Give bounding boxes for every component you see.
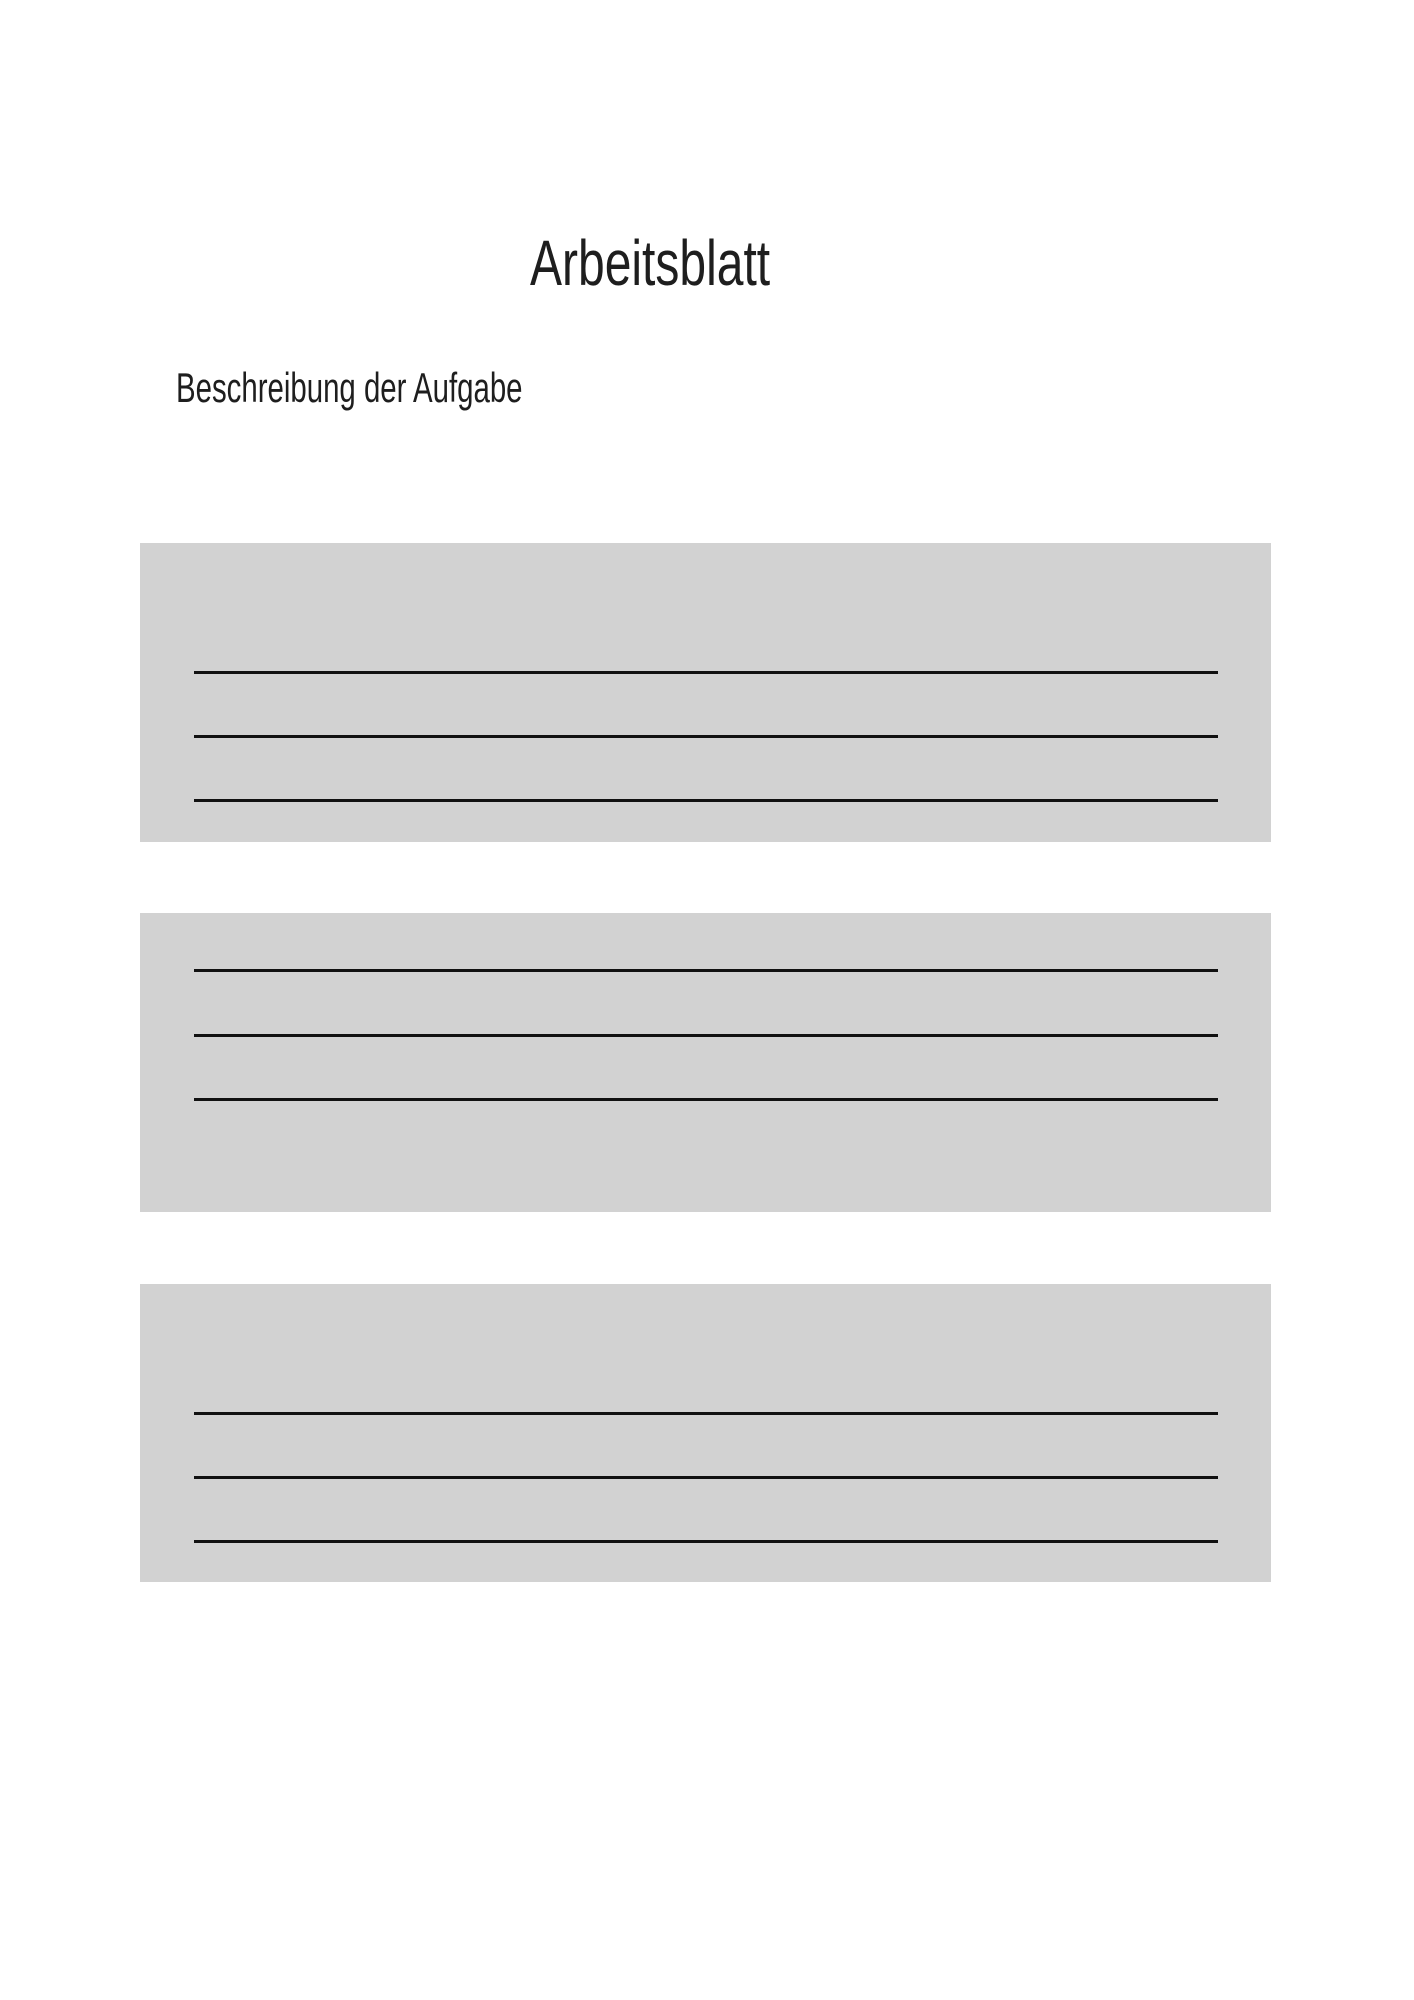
writing-line: [194, 1098, 1218, 1101]
answer-section-1[interactable]: [140, 543, 1271, 842]
task-description-label: Beschreibung der Aufgabe: [176, 364, 523, 411]
answer-section-3[interactable]: [140, 1284, 1271, 1582]
page-title: Arbeitsblatt: [530, 227, 771, 299]
writing-line: [194, 969, 1218, 972]
writing-line: [194, 799, 1218, 802]
writing-line: [194, 1412, 1218, 1415]
writing-line: [194, 735, 1218, 738]
answer-section-2[interactable]: [140, 913, 1271, 1212]
writing-line: [194, 671, 1218, 674]
writing-line: [194, 1476, 1218, 1479]
writing-line: [194, 1034, 1218, 1037]
writing-line: [194, 1540, 1218, 1543]
